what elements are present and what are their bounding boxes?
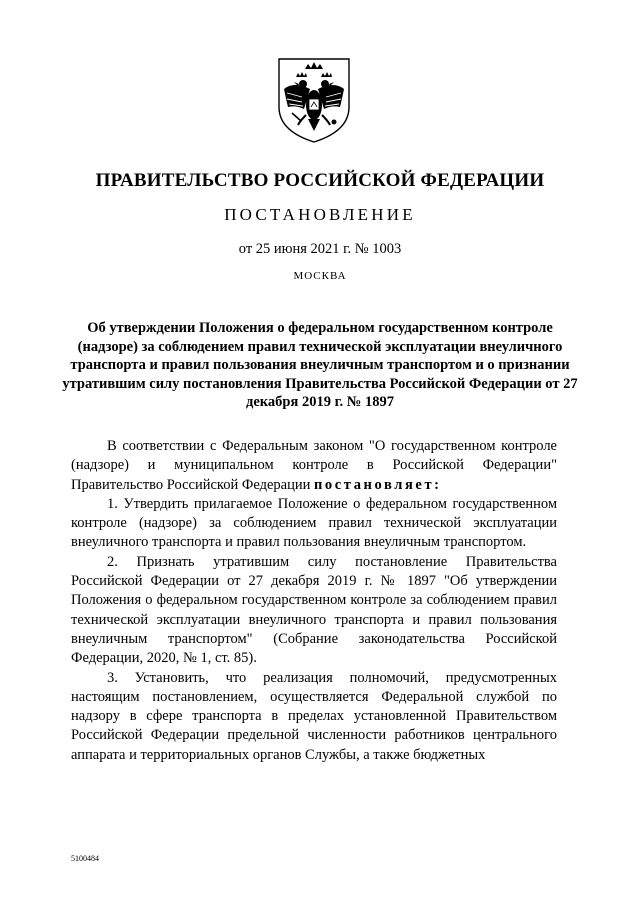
document-city: МОСКВА [293, 270, 347, 282]
document-body [71, 437, 557, 765]
intro-text: В соответствии с Федеральным законом "О государственном контроле (надзоре) и муниципальном контроле в Российской Федерации" Правительство Российской Федерации [71, 438, 557, 493]
government-name: ПРАВИТЕЛЬСТВО РОССИЙСКОЙ ФЕДЕРАЦИИ [95, 170, 545, 191]
paragraph-item-1: 1. Утвердить прилагаемое Положение о федеральном государственном контроле (надзоре) за соблюдением правил технической эксплуатации внеуличного транспорта и правил пользования внеуличным транспортом. [71, 495, 557, 551]
document-type: ПОСТАНОВЛЕНИЕ [224, 205, 416, 224]
document-title: Об утверждении Положения о федеральном государственном контроле (надзоре) за соблюдением правил технической эксплуатации внеуличного транспорта и правил пользования внеуличным транспортом и о признании утратившим силу постановления Правительства Российской Федерации от 27 декабря 2019 г. № 1897 [62, 320, 578, 410]
intro-paragraph [71, 437, 557, 495]
document-date-number: от 25 июня 2021 г. № 1003 [238, 241, 402, 257]
paragraph-item-3: 3. Установить, что реализация полномочий, предусмотренных настоящим постановлением, осуществляется Федеральной службой по надзору в сфере транспорта в пределах установленной Правительством Российской Федерации предельной численности работников центрального аппарата и территориальных органов Службы, а также бюджетных [71, 669, 557, 763]
coat-of-arms-icon [274, 55, 354, 145]
decree-word: постановляет: [313, 476, 442, 493]
document-code: 5100484 [71, 854, 99, 863]
paragraph-item-2: 2. Признать утратившим силу постановление Правительства Российской Федерации от 27 декабря 2019 г. № 1897 "Об утверждении Положения о федеральном государственном контроле за соблюдением правил технической эксплуатации внеуличного транспорта и правил пользования внеуличным транспортом" (Собрание законодательства Российской Федерации, 2020, № 1, ст. 85). [71, 553, 557, 667]
